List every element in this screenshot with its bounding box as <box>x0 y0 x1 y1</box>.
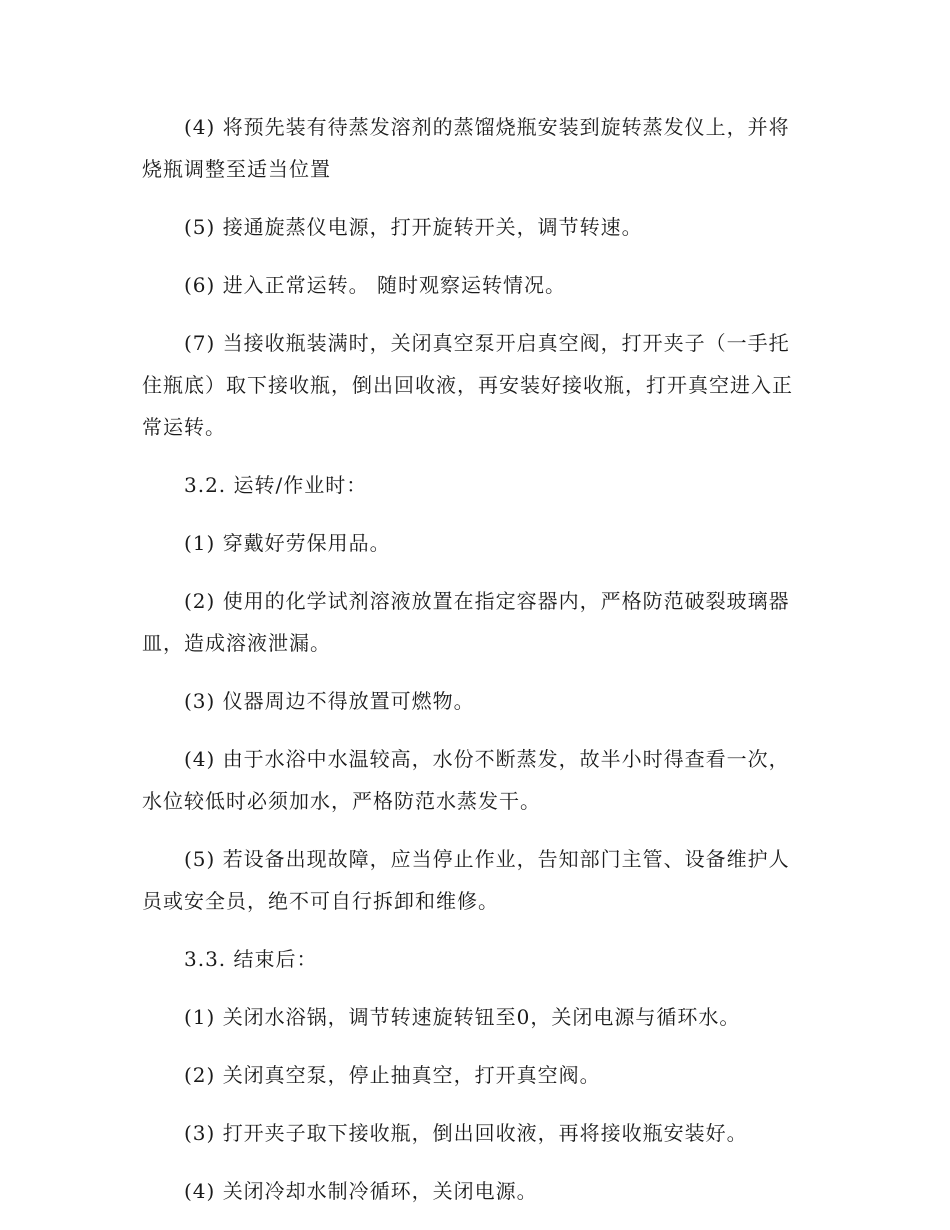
paragraph-step-5: (5) 接通旋蒸仪电源，打开旋转开关，调节转速。 <box>184 215 643 239</box>
paragraph-operation-3: (3) 仪器周边不得放置可燃物。 <box>184 689 475 713</box>
paragraph-after-4: (4) 关闭冷却水制冷循环，关闭电源。 <box>184 1179 538 1203</box>
paragraph-after-3: (3) 打开夹子取下接收瓶，倒出回收液，再将接收瓶安装好。 <box>184 1121 748 1145</box>
paragraph-operation-1: (1) 穿戴好劳保用品。 <box>184 531 391 555</box>
document-body <box>142 106 807 1228</box>
paragraph-operation-2: (2) 使用的化学试剂溶液放置在指定容器内，严格防范破裂玻璃器皿，造成溶液泄漏。 <box>142 589 790 655</box>
paragraph-operation-5: (5) 若设备出现故障，应当停止作业，告知部门主管、设备维护人员或安全员，绝不可自行拆卸和维修。 <box>142 847 790 913</box>
paragraph-after-2: (2) 关闭真空泵，停止抽真空，打开真空阀。 <box>184 1063 601 1087</box>
paragraph-operation-4: (4) 由于水浴中水温较高，水份不断蒸发，故半小时得查看一次，水位较低时必须加水，严格防范水蒸发干。 <box>142 747 790 813</box>
paragraph-step-7: (7) 当接收瓶装满时，关闭真空泵开启真空阀，打开夹子（一手托住瓶底）取下接收瓶，倒出回收液，再安装好接收瓶，打开真空进入正常运转。 <box>142 331 793 439</box>
paragraph-step-6: (6) 进入正常运转。 随时观察运转情况。 <box>184 273 567 297</box>
section-heading-3-2: 3.2. 运转/作业时： <box>184 473 368 497</box>
paragraph-after-1: (1) 关闭水浴锅，调节转速旋转钮至0，关闭电源与循环水。 <box>184 1005 741 1029</box>
paragraph-step-4: (4) 将预先装有待蒸发溶剂的蒸馏烧瓶安装到旋转蒸发仪上，并将烧瓶调整至适当位置 <box>142 115 790 181</box>
section-heading-3-3: 3.3. 结束后： <box>184 947 318 971</box>
